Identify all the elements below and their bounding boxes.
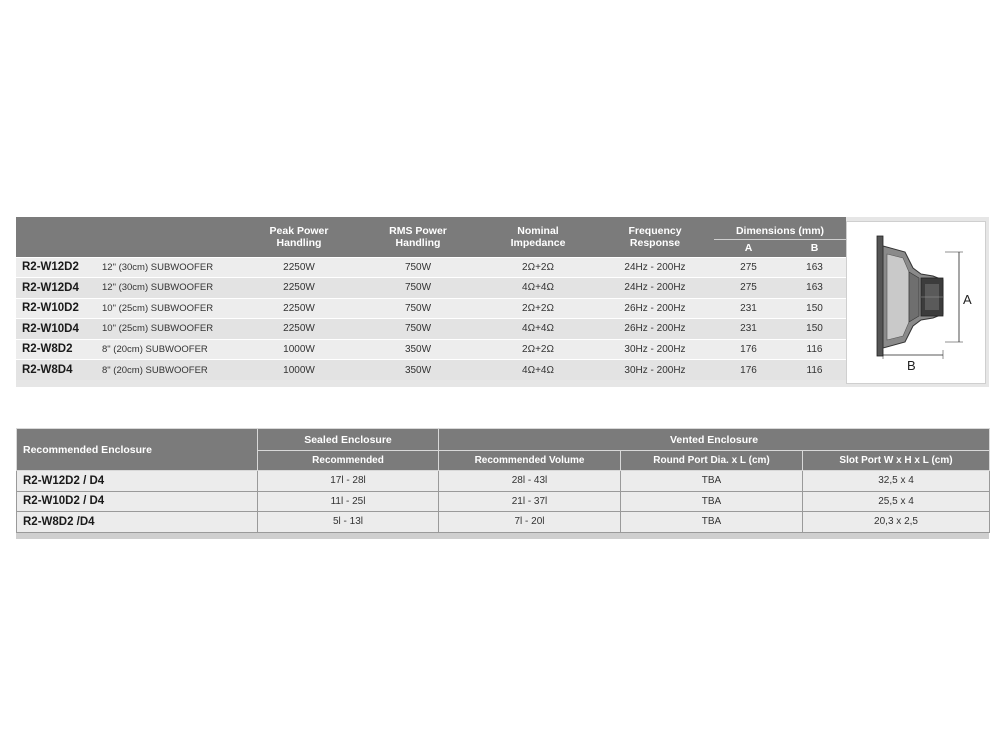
enclosure-header-sealed-recommended: Recommended bbox=[258, 451, 439, 471]
dim-a-cell: 176 bbox=[714, 339, 783, 360]
header-text: Peak Power bbox=[269, 224, 329, 237]
table-row bbox=[17, 512, 990, 533]
model-cell: R2-W10D4 bbox=[16, 319, 102, 340]
frequency-cell: 24Hz - 200Hz bbox=[596, 257, 714, 278]
description-cell: 10" (25cm) SUBWOOFER bbox=[102, 298, 242, 319]
peak-cell: 1000W bbox=[242, 339, 356, 360]
subwoofer-profile-icon bbox=[847, 222, 985, 383]
spec-table-panel bbox=[16, 217, 989, 387]
vented-volume-cell: 7l - 20l bbox=[439, 512, 621, 533]
frequency-cell: 30Hz - 200Hz bbox=[596, 339, 714, 360]
header-text: Handling bbox=[276, 236, 322, 249]
model-cell: R2-W12D2 / D4 bbox=[17, 471, 258, 492]
dim-b-cell: 163 bbox=[783, 278, 846, 299]
peak-cell: 2250W bbox=[242, 298, 356, 319]
dim-a-cell: 231 bbox=[714, 298, 783, 319]
description-cell: 8" (20cm) SUBWOOFER bbox=[102, 339, 242, 360]
spec-header-model bbox=[16, 217, 102, 257]
spec-header-dimensions: Dimensions (mm) bbox=[714, 217, 846, 239]
description-cell: 10" (25cm) SUBWOOFER bbox=[102, 319, 242, 340]
header-text: Response bbox=[629, 236, 681, 249]
round-port-cell: TBA bbox=[621, 512, 803, 533]
model-cell: R2-W10D2 bbox=[16, 298, 102, 319]
enclosure-table-panel bbox=[16, 428, 989, 539]
table-row bbox=[16, 298, 846, 319]
header-text: Handling bbox=[395, 236, 441, 249]
spec-header-dim-a: A bbox=[714, 239, 783, 257]
dim-b-cell: 116 bbox=[783, 360, 846, 381]
spec-header-rms bbox=[356, 217, 480, 257]
vented-volume-cell: 28l - 43l bbox=[439, 471, 621, 492]
rms-cell: 350W bbox=[356, 339, 480, 360]
enclosure-header-recommended: Recommended Enclosure bbox=[17, 429, 258, 471]
table-row bbox=[16, 278, 846, 299]
slot-port-cell: 20,3 x 2,5 bbox=[803, 512, 990, 533]
sealed-cell: 5l - 13l bbox=[258, 512, 439, 533]
header-text: RMS Power bbox=[389, 224, 447, 237]
impedance-cell: 2Ω+2Ω bbox=[480, 339, 596, 360]
dim-b-cell: 163 bbox=[783, 257, 846, 278]
spec-table bbox=[16, 217, 846, 380]
description-cell: 12" (30cm) SUBWOOFER bbox=[102, 278, 242, 299]
enclosure-header-slot-port: Slot Port W x H x L (cm) bbox=[803, 451, 990, 471]
description-cell: 8" (20cm) SUBWOOFER bbox=[102, 360, 242, 381]
table-row bbox=[16, 257, 846, 278]
dim-b-cell: 150 bbox=[783, 298, 846, 319]
dim-b-cell: 116 bbox=[783, 339, 846, 360]
model-cell: R2-W8D2 /D4 bbox=[17, 512, 258, 533]
model-cell: R2-W8D2 bbox=[16, 339, 102, 360]
frequency-cell: 24Hz - 200Hz bbox=[596, 278, 714, 299]
round-port-cell: TBA bbox=[621, 491, 803, 512]
sealed-cell: 17l - 28l bbox=[258, 471, 439, 492]
rms-cell: 750W bbox=[356, 257, 480, 278]
table-row bbox=[16, 339, 846, 360]
dim-a-cell: 275 bbox=[714, 257, 783, 278]
sealed-cell: 11l - 25l bbox=[258, 491, 439, 512]
dim-a-cell: 275 bbox=[714, 278, 783, 299]
table-row bbox=[17, 471, 990, 492]
dimension-a-label: A bbox=[963, 292, 972, 307]
header-text: Frequency bbox=[628, 224, 682, 237]
frequency-cell: 26Hz - 200Hz bbox=[596, 298, 714, 319]
table-row bbox=[16, 319, 846, 340]
model-cell: R2-W8D4 bbox=[16, 360, 102, 381]
enclosure-header-vented: Vented Enclosure bbox=[439, 429, 990, 451]
spec-header-dim-b: B bbox=[783, 239, 846, 257]
spec-header-peak bbox=[242, 217, 356, 257]
frequency-cell: 26Hz - 200Hz bbox=[596, 319, 714, 340]
enclosure-header-round-port: Round Port Dia. x L (cm) bbox=[621, 451, 803, 471]
header-text: Nominal bbox=[517, 224, 559, 237]
impedance-cell: 2Ω+2Ω bbox=[480, 298, 596, 319]
table-row bbox=[16, 360, 846, 381]
impedance-cell: 4Ω+4Ω bbox=[480, 360, 596, 381]
peak-cell: 1000W bbox=[242, 360, 356, 381]
description-cell: 12" (30cm) SUBWOOFER bbox=[102, 257, 242, 278]
dimension-b-label: B bbox=[907, 358, 916, 373]
enclosure-header-vented-volume: Recommended Volume bbox=[439, 451, 621, 471]
slot-port-cell: 32,5 x 4 bbox=[803, 471, 990, 492]
rms-cell: 750W bbox=[356, 319, 480, 340]
dim-a-cell: 231 bbox=[714, 319, 783, 340]
dim-b-cell: 150 bbox=[783, 319, 846, 340]
spec-header-frequency bbox=[596, 217, 714, 257]
impedance-cell: 4Ω+4Ω bbox=[480, 278, 596, 299]
slot-port-cell: 25,5 x 4 bbox=[803, 491, 990, 512]
peak-cell: 2250W bbox=[242, 278, 356, 299]
impedance-cell: 4Ω+4Ω bbox=[480, 319, 596, 340]
impedance-cell: 2Ω+2Ω bbox=[480, 257, 596, 278]
model-cell: R2-W10D2 / D4 bbox=[17, 491, 258, 512]
spec-header-description bbox=[102, 217, 242, 257]
enclosure-header-sealed: Sealed Enclosure bbox=[258, 429, 439, 451]
frequency-cell: 30Hz - 200Hz bbox=[596, 360, 714, 381]
rms-cell: 750W bbox=[356, 278, 480, 299]
peak-cell: 2250W bbox=[242, 319, 356, 340]
table-row bbox=[17, 491, 990, 512]
model-cell: R2-W12D2 bbox=[16, 257, 102, 278]
spec-header-impedance bbox=[480, 217, 596, 257]
rms-cell: 750W bbox=[356, 298, 480, 319]
peak-cell: 2250W bbox=[242, 257, 356, 278]
subwoofer-dimension-diagram bbox=[846, 221, 986, 384]
vented-volume-cell: 21l - 37l bbox=[439, 491, 621, 512]
header-text: Impedance bbox=[510, 236, 566, 249]
model-cell: R2-W12D4 bbox=[16, 278, 102, 299]
enclosure-table bbox=[16, 428, 990, 533]
dim-a-cell: 176 bbox=[714, 360, 783, 381]
rms-cell: 350W bbox=[356, 360, 480, 381]
round-port-cell: TBA bbox=[621, 471, 803, 492]
